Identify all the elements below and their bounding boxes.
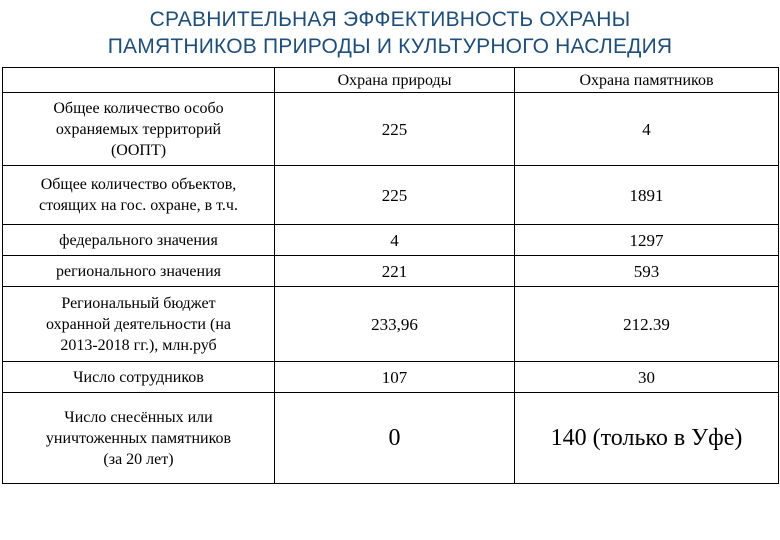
monuments-value: 1297	[515, 225, 779, 256]
row-label-line: 2013-2018 гг.), млн.руб	[60, 336, 217, 354]
row-label-line: Общее количество объектов,	[40, 176, 237, 193]
table-row	[3, 93, 779, 166]
monuments-value: 1891	[515, 166, 779, 225]
row-label	[3, 166, 275, 225]
row-label-line: Число снесённых или	[64, 408, 213, 426]
header-monuments: Охрана памятников	[515, 68, 779, 93]
row-label-line: охраняемых территорий	[55, 120, 222, 138]
row-label	[3, 225, 275, 256]
table-row	[3, 256, 779, 287]
row-label	[3, 393, 275, 484]
nature-value: 225	[275, 93, 515, 166]
title-line-1: СРАВНИТЕЛЬНАЯ ЭФФЕКТИВНОСТЬ ОХРАНЫ	[149, 8, 631, 31]
row-label-line: Общее количество особо	[53, 99, 224, 117]
title-line-2: ПАМЯТНИКОВ ПРИРОДЫ И КУЛЬТУРНОГО НАСЛЕДИЯ	[107, 35, 673, 58]
monuments-value: 212.39	[515, 287, 779, 362]
monuments-value: 140 (только в Уфе)	[515, 393, 779, 484]
row-label-line: (за 20 лет)	[103, 450, 174, 468]
row-label	[3, 362, 275, 393]
row-label-line: Число сотрудников	[73, 368, 204, 386]
nature-value: 233,96	[275, 287, 515, 362]
row-label-line: Региональный бюджет	[61, 294, 216, 312]
header-nature: Охрана природы	[275, 68, 515, 93]
table-header-row	[3, 68, 779, 93]
page-title	[0, 6, 780, 60]
comparison-table	[2, 67, 779, 484]
table-row	[3, 393, 779, 484]
header-empty-cell	[3, 68, 275, 93]
nature-value: 0	[275, 393, 515, 484]
row-label	[3, 93, 275, 166]
nature-value: 221	[275, 256, 515, 287]
monuments-value: 4	[515, 93, 779, 166]
nature-value: 107	[275, 362, 515, 393]
row-label	[3, 287, 275, 362]
table-row	[3, 362, 779, 393]
row-label-line: уничтоженных памятников	[45, 429, 232, 447]
row-label	[3, 256, 275, 287]
row-label-line: регионального значения	[55, 262, 221, 280]
table-row	[3, 287, 779, 362]
row-label-line: (ООПТ)	[110, 141, 167, 159]
monuments-value: 593	[515, 256, 779, 287]
monuments-value: 30	[515, 362, 779, 393]
row-label-line: стоящих на гос. охране, в т.ч.	[39, 197, 238, 214]
table-row	[3, 166, 779, 225]
row-label-line: федерального значения	[59, 231, 218, 249]
table-row	[3, 225, 779, 256]
row-label-line: охранной деятельности (на	[46, 315, 231, 333]
nature-value: 4	[275, 225, 515, 256]
nature-value: 225	[275, 166, 515, 225]
